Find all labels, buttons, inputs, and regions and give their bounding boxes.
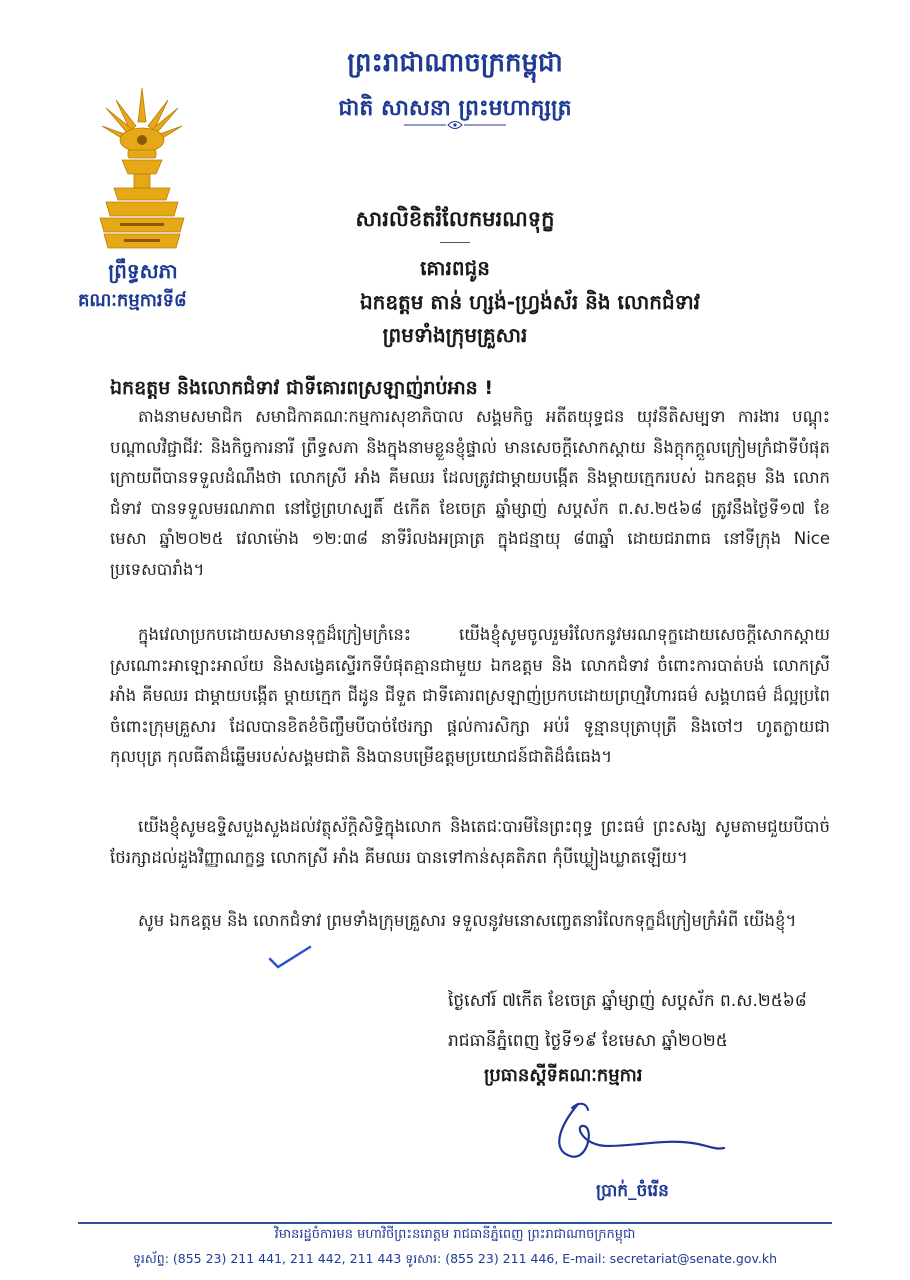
paragraph-4 — [110, 906, 830, 937]
title-divider — [440, 242, 470, 243]
recipients-family: ព្រមទាំងក្រុមគ្រួសារ — [382, 323, 528, 347]
salutation: ឯកឧត្តម និងលោកជំទាវ ជាទីគោរពស្រឡាញ់រាប់អាន ! — [110, 377, 493, 399]
letter-title: សារលិខិតរំលែកមរណទុក្ខ — [355, 207, 555, 231]
signer-title: ប្រធានស្តីទីគណៈកម្មការ — [484, 1065, 643, 1086]
footer-contacts: ទូរស័ព្ទ: (855 23) 211 441, 211 442, 211 443 ទូរសារ: (855 23) 211 446, E-mail: secretariat@senate.gov.kh — [132, 1251, 778, 1266]
paragraph-2 — [110, 620, 830, 773]
footer-divider — [78, 1222, 832, 1224]
paragraph-3-text: យើងខ្ញុំសូមឧទ្ទិសបួងសួងដល់វត្ថុស័ក្តិសិទ្ធិក្នុងលោក និងតេជៈបារមីនៃព្រះពុទ្ធ ព្រះធម៌ ព្រះសង្ឃ សូមតាមជួយបីបាច់ថែរក្សាដល់ដួងវិញ្ញាណក្ខន្ធ លោកស្រី អាំង គីមឈរ បានទៅកាន់សុគតិភព កុំបីឃ្លៀងឃ្លាតឡើយ។ — [110, 817, 830, 867]
lunar-date: ថ្ងៃសៅរ៍ ៧កើត ខែចេត្រ ឆ្នាំម្សាញ់ សប្តស័ក ព.ស.២៥៦៨ — [448, 991, 807, 1011]
institution-name: ព្រឹទ្ធសភា — [108, 259, 178, 283]
paragraph-3 — [110, 812, 830, 873]
recipients: ឯកឧត្តម តាន់ ហ្សង់-ហ្វ្រង់ស័រ និង លោកជំទាវ — [359, 290, 701, 314]
paragraph-1 — [110, 402, 830, 585]
committee-name: គណៈកម្មការទី៨ — [78, 290, 187, 311]
paragraph-1-text: តាងនាមសមាជិក សមាជិកាគណៈកម្មការសុខាភិបាល សង្គមកិច្ច អតីតយុទ្ធជន យុវនីតិសម្បទា ការងារ បណ្តុះបណ្តាលវិជ្ជាជីវៈ និងកិច្ចការនារី ព្រឹទ្ធសភា និងក្នុងនាមខ្លួនខ្ញុំផ្ទាល់ មានសេចក្តីសោកស្តាយ និងក្តុកក្តួលក្រៀមក្រំជាទីបំផុត ក្រោយពីបានទទួលដំណឹងថា លោកស្រី អាំង គីមឈរ ដែលត្រូវជាម្តាយបង្កើត និងម្តាយក្មេករបស់ ឯកឧត្តម និង លោកជំទាវ បានទទួលមរណភាព នៅថ្ងៃព្រហស្បតិ៍ ៥កើត ខែចេត្រ ឆ្នាំម្សាញ់ សប្តស័ក ព.ស.២៥៦៨ ត្រូវនឹងថ្ងៃទី១៧ ខែមេសា ឆ្នាំ២០២៥ វេលាម៉ោង ១២:៣៨ នាទីរំលងអធ្រាត្រ ក្នុងជន្មាយុ ៨៣ឆ្នាំ ដោយជរាពាធ នៅទីក្រុង Nice ប្រទេសបារាំង។ — [110, 407, 830, 579]
kingdom-name: ព្រះរាជាណាចក្រកម្ពុជា — [347, 48, 563, 78]
place-date: រាជធានីភ្នំពេញ ថ្ងៃទី១៩ ខែមេសា ឆ្នាំ២០២៥ — [448, 1031, 728, 1051]
check-mark-icon — [268, 945, 312, 971]
paragraph-2-text: ក្នុងវេលាប្រកបដោយសមានទុក្ខដ៏ក្រៀមក្រំនេះ យើងខ្ញុំសូមចូលរួមរំលែកនូវមរណទុក្ខដោយសេចក្តីសោកស្តាយស្រណោះអាឡោះអាល័យ និងសង្វេគស្ទើរកទីបំផុតគ្មានជាមួយ ឯកឧត្តម និង លោកជំទាវ ចំពោះការបាត់បង់ លោកស្រី អាំង គីមឈរ ជាម្តាយបង្កើត ម្តាយក្មេក ជីដូន ជីទួត ជាទីគោរពស្រឡាញ់ប្រកបដោយព្រហ្មវិហារធម៌ សង្គហធម៌ ដ៏ល្អប្រពៃចំពោះក្រុមគ្រួសារ ដែលបានខិតខំចិញ្ចឹមបីបាច់ថែរក្សា ផ្តល់ការសិក្សា អប់រំ ទូន្មានបុត្រាបុត្រី និងចៅៗ ហូតក្លាយជាកុលបុត្រ កុលធីតាដ៏ឆ្នើមរបស់សង្គមជាតិ និងបានបម្រើឧត្តមប្រយោជន៍ជាតិដ៏ធំធេង។ — [110, 625, 830, 766]
footer-address: វិមានរដ្ឋចំការមន មហាវិថីព្រះនរោត្តម រាជធានីភ្នំពេញ ព្រះរាជាណាចក្រកម្ពុជា — [274, 1227, 636, 1242]
handwritten-signature — [548, 1098, 728, 1170]
national-motto: ជាតិ សាសនា ព្រះមហាក្សត្រ — [338, 95, 572, 121]
address-to: គោរពជូន — [420, 256, 490, 280]
paragraph-4-text: សូម ឯកឧត្តម និង លោកជំទាវ ព្រមទាំងក្រុមគ្រួសារ ទទួលនូវមនោសញ្ចេតនារំលែកទុក្ខដ៏ក្រៀមក្រំអំពី យើងខ្ញុំ។ — [138, 911, 797, 930]
ornament-divider — [400, 118, 510, 132]
signer-name: ប្រាក់_ចំរើន — [596, 1181, 669, 1201]
